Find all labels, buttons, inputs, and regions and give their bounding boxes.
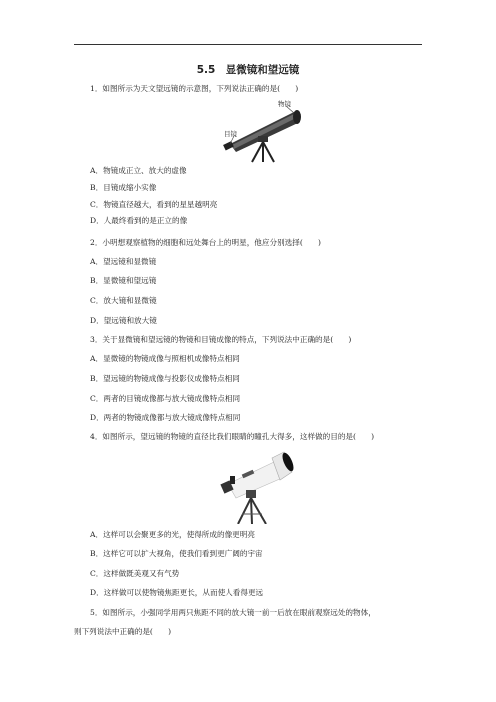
q4-option-b: B．这样它可以扩大视角，使我们看到更广阔的宇宙 — [90, 549, 263, 558]
q1-option-a: A．物镜成正立、放大的虚像 — [90, 166, 187, 175]
question-4-stem: 4．如图所示，望远镜的物镜的直径比我们眼睛的瞳孔大得多，这样做的目的是( ) — [90, 432, 375, 441]
q3-option-d: D．两者的物镜成像都与放大镜成像特点相同 — [90, 413, 241, 422]
objective-lens-label: 物镜 — [278, 100, 291, 108]
header-rule — [74, 44, 422, 45]
q2-option-b: B．显微镜和望远镜 — [90, 276, 157, 285]
question-1-stem: 1．如图所示为天文望远镜的示意图，下列说法正确的是( ) — [90, 84, 299, 93]
question-5-stem: 5．如图所示，小强同学用两只焦距不同的放大镜一前一后放在眼前观察远处的物体， — [90, 608, 376, 617]
q3-option-a: A．显微镜的物镜成像与照相机成像特点相同 — [90, 354, 240, 363]
q4-option-d: D．这样做可以使物镜焦距更长，从而使人看得更远 — [90, 588, 264, 597]
question-3-stem: 3．关于显微镜和望远镜的物镜和目镜成像的特点，下列说法中正确的是( ) — [90, 335, 352, 344]
question-2-stem: 2．小明想观察植物的细胞和远处舞台上的明星，他应分别选择( ) — [90, 238, 321, 247]
q3-option-b: B．望远镜的物镜成像与投影仪成像特点相同 — [90, 374, 240, 383]
question-5-stem-continued: 则下列说法中正确的是( ) — [74, 627, 172, 636]
q1-option-b: B．目镜成缩小实像 — [90, 183, 157, 192]
page-title: 5.5 显微镜和望远镜 — [196, 64, 300, 76]
q4-option-c: C．这样做既美观又有气势 — [90, 569, 180, 578]
telescope-photo — [218, 450, 294, 524]
q2-option-c: C．放大镜和显微镜 — [90, 296, 157, 305]
q2-option-d: D．望远镜和放大镜 — [90, 316, 157, 325]
q1-option-c: C．物镜直径越大，看到的星星越明亮 — [90, 200, 218, 209]
eyepiece-label: 目镜 — [224, 130, 237, 138]
q2-option-a: A．望远镜和显微镜 — [90, 257, 157, 266]
q4-option-a: A．这样可以会聚更多的光，使得所成的像更明亮 — [90, 530, 255, 539]
q1-option-d: D．人最终看到的是正立的像 — [90, 216, 188, 225]
q3-option-c: C．两者的目镜成像都与放大镜成像特点相同 — [90, 394, 241, 403]
